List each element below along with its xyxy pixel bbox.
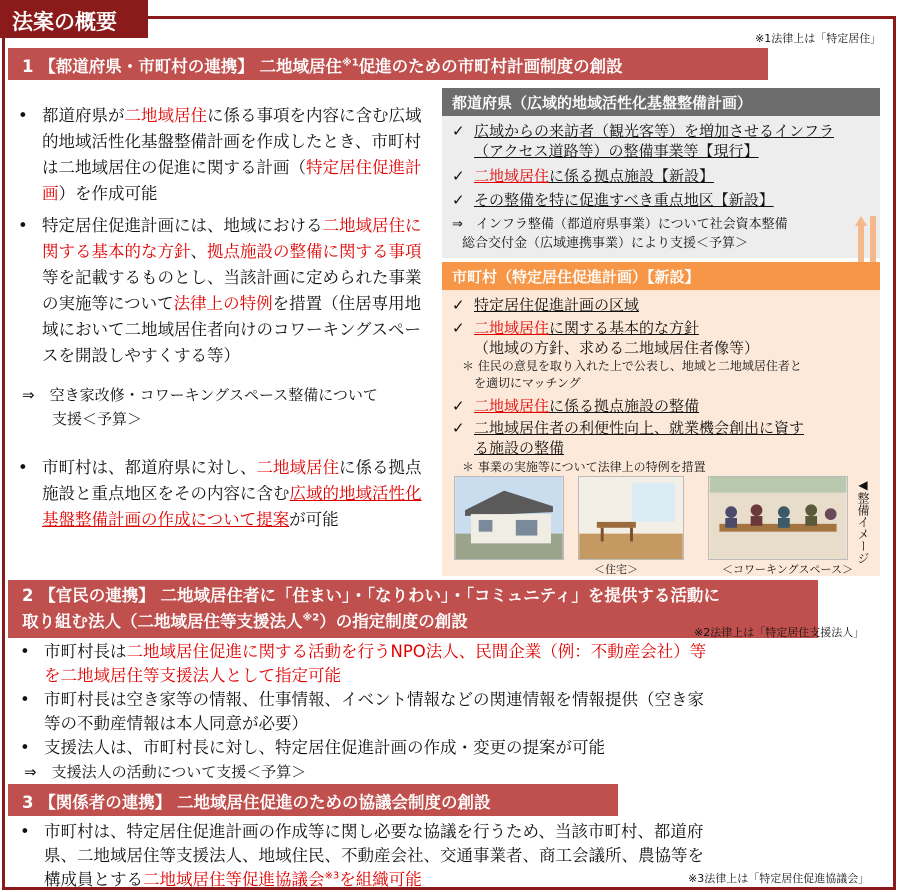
footnote-mark: ※1 <box>341 57 359 69</box>
municipality-check-2: ✓ 二地域居住に関する基本的な方針 （地域の方針、求める二地域居住者像等） <box>452 319 760 357</box>
check-icon: ✓ <box>452 319 465 337</box>
bullet-mark: • <box>18 458 28 477</box>
municipality-note-1 <box>462 358 802 392</box>
interior-photo <box>578 476 684 560</box>
section-title-b: 促進のための市町村計画制度の創設 <box>358 57 623 76</box>
section-1-support-note <box>22 383 422 431</box>
coworking-photo <box>708 476 848 560</box>
prefecture-support-line-2: 総合交付金（広域連携事業）により支援＜予算＞ <box>462 236 749 251</box>
section-1-header <box>8 48 768 80</box>
section-2-bullet-1: • 市町村長は二地域居住促進に関する活動を行うNPO法人、民間企業（例：不動産会社）等 を二地域居住等支援法人として指定可能 <box>20 642 707 685</box>
section-2-bullets <box>20 640 880 784</box>
section-1-bullet-3 <box>18 455 433 533</box>
bullet-text: 特定居住促進計画には、地域における二地域居住に関する基本的な方針、拠点施設の整備に関する事項等を記載するものとし、当該計画に定められた事業の実施等について法律上の特例を措置（住居専用地域において二地域居住者向けのコワーキングスペースを開設しやすくする等） <box>42 216 422 365</box>
municipality-note-2: ＊ 事業の実施等について法律上の特例を措置 <box>462 460 706 474</box>
prefecture-check-3: ✓ その整備を特に促進すべき重点地区【新設】 <box>452 191 774 209</box>
check-icon: ✓ <box>452 191 465 209</box>
check-icon: ✓ <box>452 397 465 415</box>
footnote-3: ※3法律上は「特定居住促進協議会」 <box>688 872 870 885</box>
prefecture-check-1: ✓ 広域からの来訪者（観光客等）を増加させるインフラ （アクセス道路等）の整備事業等【現行】 <box>452 122 835 160</box>
check-icon: ✓ <box>452 419 465 437</box>
section-2-support-note: ⇒ 支援法人の活動について支援＜予算＞ <box>24 763 307 781</box>
footnote-1: ※1法律上は「特定居住」 <box>755 32 882 45</box>
municipality-check-1: ✓ 特定居住促進計画の区域 <box>452 296 640 314</box>
check-icon: ✓ <box>452 167 465 185</box>
check-icon: ✓ <box>452 296 465 314</box>
section-1-bullet-2 <box>18 213 433 369</box>
coworking-caption: ＜コワーキングスペース＞ <box>722 563 854 576</box>
prefecture-plan-header: 都道府県（広域的地域活性化基盤整備計画） <box>442 88 880 116</box>
municipality-plan-header: 市町村（特定居住促進計画）【新設】 <box>442 262 880 290</box>
municipality-check-4: ✓ 二地域居住者の利便性向上、就業機会創出に資す る施設の整備 <box>452 419 805 457</box>
section-title-a: 【都道府県・市町村の連携】 二地域居住 <box>39 57 342 76</box>
section-3-header: 3 【関係者の連携】 二地域居住促進のための協議会制度の創設 <box>8 784 618 816</box>
bullet-mark: • <box>18 106 28 125</box>
bullet-text: 市町村は、特定居住促進計画の作成等に関し必要な協議を行うため、当該市町村、都道府 県、二地域居住等支援法人、地域住民、不動産会社、交通事業者、商工会議所、農協等を 構成員とする二地域居住等促進協議会$^{※3}$を組織可能 <box>44 822 704 889</box>
municipality-note-line-2: を適切にマッチング <box>474 376 581 390</box>
section-2-bullet-2: • 市町村長は空き家等の情報、仕事情報、イベント情報などの関連情報を情報提供（空き家 等の不動産情報は本人同意が必要） <box>20 690 704 733</box>
section-2-title-line-1: 2 【官民の連携】 二地域居住者に「住まい」・「なりわい」・「コミュニティ」を提供する活動に <box>22 586 720 605</box>
bullet-text: 都道府県が二地域居住に係る事項を内容に含む広域的地域活性化基盤整備計画を作成したとき、市町村は二地域居住の促進に関する計画（特定居住促進計画）を作成可能 <box>42 106 422 203</box>
section-1-bullet-1 <box>18 103 433 207</box>
prefecture-support-line-1: ⇒ インフラ整備（都道府県事業）について社会資本整備 <box>452 217 788 232</box>
image-label-vertical: ◀整備イメージ <box>856 478 870 564</box>
house-caption: ＜住宅＞ <box>594 563 638 576</box>
check-icon: ✓ <box>452 122 465 140</box>
support-line-1: ⇒ 空き家改修・コワーキングスペース整備について <box>22 386 378 404</box>
bullet-mark: • <box>18 216 28 235</box>
support-line-2: 支援＜予算＞ <box>52 410 143 428</box>
footnote-2: ※2法律上は「特定居住支援法人」 <box>694 626 865 639</box>
section-2-title-line-2: 取り組む法人（二地域居住等支援法人$^{※2}$）の指定制度の創設 <box>22 612 468 631</box>
municipality-check-3: ✓ 二地域居住に係る拠点施設の整備 <box>452 397 700 415</box>
bullet-mark: • <box>20 822 30 841</box>
page-title: 法案の概要 <box>0 0 148 38</box>
house-photo <box>454 476 564 560</box>
section-2-bullet-3: • 支援法人は、市町村長に対し、特定居住促進計画の作成・変更の提案が可能 <box>20 738 605 757</box>
prefecture-support-note <box>452 215 788 253</box>
prefecture-check-2: ✓ 二地域居住に係る拠点施設【新設】 <box>452 167 715 185</box>
bullet-text: 市町村は、都道府県に対し、二地域居住に係る拠点施設と重点地区をその内容に含む広域的地域活性化基盤整備計画の作成について提案が可能 <box>42 458 422 529</box>
municipality-note-line-1: ＊ 住民の意見を取り入れた上で公表し、地域と二地域居住者と <box>462 359 802 373</box>
section-number: 1 <box>22 57 34 76</box>
